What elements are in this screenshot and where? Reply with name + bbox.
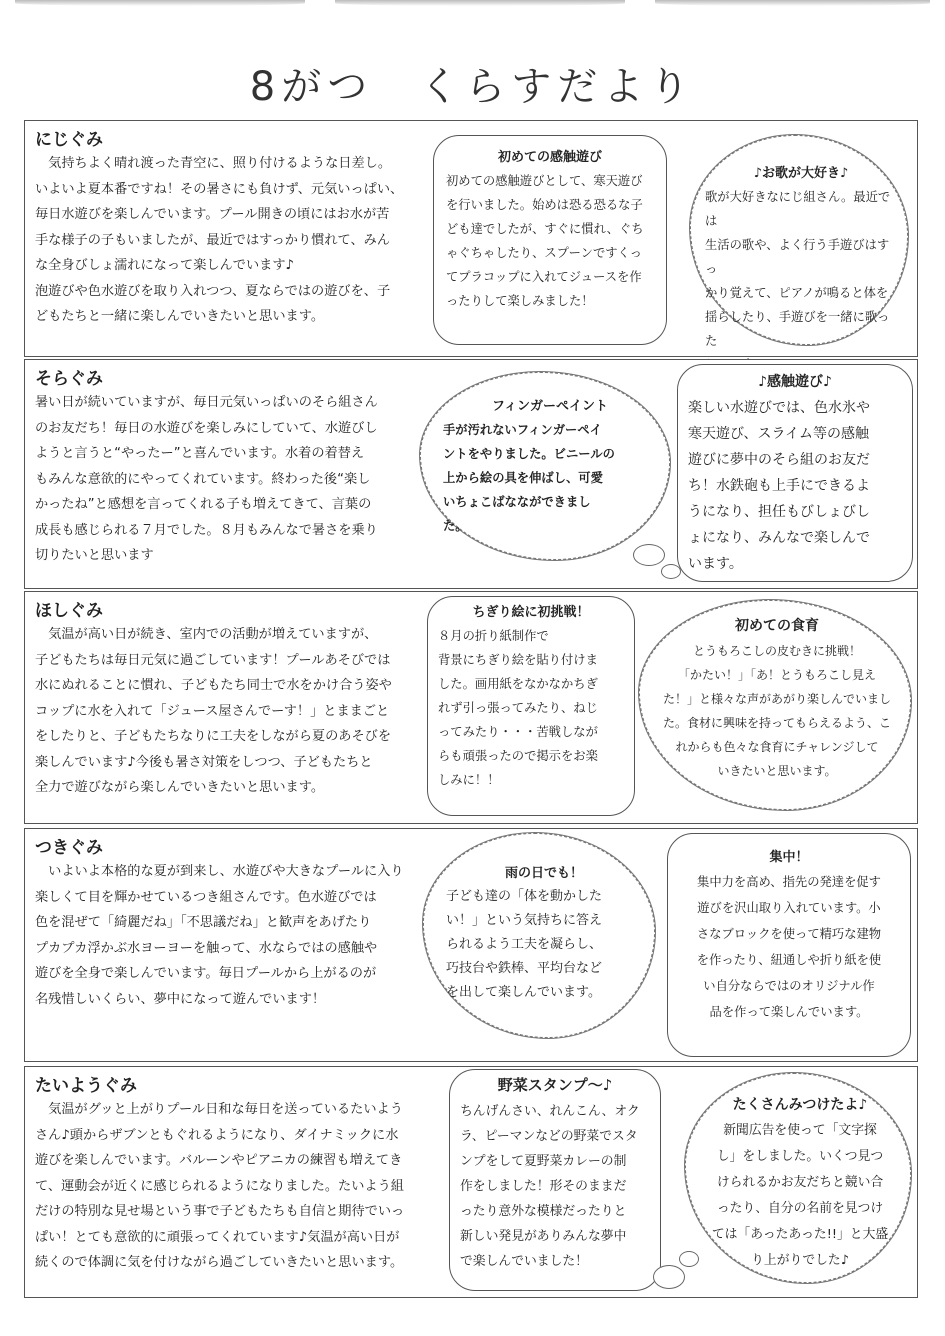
bubble-text: 手が汚れないフィンガーペイ ントをやりました。ビニールの 上から絵の具を伸ばし、可愛 いちょこばななができまし た。 — [443, 423, 615, 533]
bubble-title: 初めての感触遊び — [497, 150, 602, 165]
thought-dot — [661, 564, 681, 579]
section-niji — [24, 120, 918, 357]
bubble-text: 集中力を高め、指先の発達を促す 遊びを沢山取り入れています。小 さなブロックを使って精巧な建物 を作ったり、紐通しや折り紙を使 い自分ならではのオリジナル作 品を作って楽しんでいます。 — [696, 875, 882, 1019]
bubble-right — [667, 833, 911, 1057]
section-body: 気温がグッと上がりプール日和な毎日を送っているたいよう さん♪頭からザブンともぐれるようになり、ダイナミックに水 遊びを楽しんでいます。バルーンやピアニカの練習も増えてき て、運動会が近くに感じられるようになりました。たいよう組 だけの特別な見せ場という事で子どもたちも自信と期待でいっ ぱい！とても意欲的に頑張ってくれています♪気温が高い日が 続くので体調に気を付けながら過ごしていきたいと思います。 — [35, 1102, 405, 1270]
section-hoshi — [24, 591, 918, 824]
thought-dot — [679, 1251, 699, 1267]
section-title: そらぐみ — [35, 369, 103, 389]
bubble-text: 楽しい水遊びでは、色水氷や 寒天遊び、スライム等の感触 遊びに夢中のそら組のお友だ ち！水鉄砲も上手にできるよ うになり、担任もびしょびし ょになり、みんなで楽しんで います。 — [688, 400, 870, 572]
top-decoration-middle — [335, 0, 625, 6]
bubble-text: ちんげんさい、れんこん、オク ラ、ピーマンなどの野菜でスタ ンプをして夏野菜カレーの制 作をしました！形そのままだ ったり意外な模様だったりと 新しい発見がありみんな夢中 で楽しんでいました！ — [460, 1104, 640, 1269]
bubble-text: 子ども達の「体を動かした い！」という気持ちに答え られるよう工夫を凝らし、 巧技台や鉄棒、平均台など を出して楽しんでいます。 — [446, 889, 603, 1000]
section-body: 暑い日が続いていますが、毎日元気いっぱいのそら組さん のお友だち！毎日の水遊びを楽しみにしていて、水遊びし ようと言うと“やったー”と喜んでいます。水着の着替え もみんな意欲的にやってくれています。終わった後“楽し かったね”と感想を言ってくれる子も増えてきて、言葉の 成長も感じられる７月でした。８月もみんなで暑さを乗り 切りたいと思います — [35, 395, 378, 563]
bubble-title: 初めての食育 — [735, 618, 819, 634]
top-decoration-right — [655, 0, 930, 6]
bubble-title: フィンガーペイント — [492, 399, 608, 414]
page-title: 8がつ くらすだより — [249, 64, 696, 110]
bubble-text: 新聞広告を使って「文字探 し」をしました。いくつ見つ けられるかお友だちと競い合 ったり、自分の名前を見つけ ては「あったあった!!」と大盛 り上がりでした♪ — [711, 1123, 889, 1268]
bubble-right — [677, 364, 913, 582]
thought-dot — [633, 544, 665, 566]
bubble-title: ♪感触遊び♪ — [758, 374, 832, 390]
bubble-left — [433, 135, 667, 345]
section-title: ほしぐみ — [35, 601, 103, 621]
section-body: 気持ちよく晴れ渡った青空に、照り付けるような日差し。 いよいよ夏本番ですね！その暑さにも負けず、元気いっぱい、 毎日水遊びを楽しんでいます。プール開きの頃にはお水が苦 手な様子の子もいましたが、最近ではすっかり慣れて、みん な全身びしょ濡れになって楽しんでいます♪ 泡遊びや色水遊びを取り入れつつ、夏ならではの遊びを、子 どもたちと一緒に楽しんでいきたいと思います。 — [35, 156, 404, 324]
bubble-text: とうもろこしの皮むきに挑戦！ 「かたい！」「あ！とうもろこし見え た！」と様々な声があがり楽しんでいまし た。食材に興味を持ってもらえるよう、こ れからも色々な食育にチャレンジして いきたいと思います。 — [662, 644, 891, 778]
bubble-left — [423, 833, 655, 1038]
section-sora — [24, 359, 918, 589]
top-decoration-left — [15, 0, 305, 6]
section-body: いよいよ本格的な夏が到来し、水遊びや大きなプールに入り 楽しくて目を輝かせているつき組さんです。色水遊びでは 色を混ぜて「綺麗だね」「不思議だね」と歓声をあげたり プカプカ浮かぶ水ヨーヨーを触って、水ならではの感触や 遊びを全身で楽しんでいます。毎日プールから上がるのが 名残惜しいくらい、夢中になって遊んでいます！ — [35, 864, 404, 1007]
section-title: にじぐみ — [35, 130, 103, 150]
bubble-right — [690, 135, 908, 348]
section-title: たいようぐみ — [35, 1076, 137, 1096]
bubble-title: ちぎり絵に初挑戦！ — [472, 605, 590, 620]
bubble-left — [420, 372, 670, 560]
bubble-title: ♪お歌が大好き♪ — [753, 166, 849, 181]
section-taiyou — [24, 1066, 918, 1298]
bubble-text: 初めての感触遊びとして、寒天遊び を行いました。始めは恐る恐るな子 ども達でしたが、すぐに慣れ、ぐち ゃぐちゃしたり、スプーンですくっ てプラコップに入れてジュースを作 ったりして楽しみました！ — [446, 174, 644, 308]
bubble-right — [685, 1073, 911, 1283]
bubble-text: 歌が大好きなにじ組さん。最近では 生活の歌や、よく行う手遊びはすっ かり覚えて、ピアノが鳴ると体を 揺らしたり、手遊びを一緒に歌った — [705, 190, 891, 348]
bubble-right — [639, 600, 911, 810]
bubble-left — [427, 596, 635, 816]
section-body: 気温が高い日が続き、室内での活動が増えていますが、 子どもたちは毎日元気に過ごしています！プールあそびでは 水にぬれることに慣れ、子どもたち同士で水をかけ合う姿や コップに水を入れて「ジュース屋さんでーす！」とままごと をしたりと、子どもたちなりに工夫をしながら夏のあそびを 楽しんでいます♪今後も暑さ対策をしつつ、子どもたちと 全力で遊びながら楽しんでいきたいと思います。 — [35, 627, 392, 795]
bubble-title: 野菜スタンプ～♪ — [497, 1076, 613, 1094]
bubble-text: ８月の折り紙制作で 背景にちぎり絵を貼り付けま した。画用紙をなかなかちぎ れず引っ張ってみたり、ねじ ってみたり・・・苦戦しなが らも頑張ったので掲示をお楽 しみに！！ — [438, 629, 598, 787]
bubble-left — [449, 1069, 661, 1291]
thought-dot — [653, 1265, 685, 1289]
bubble-title: 雨の日でも！ — [504, 866, 583, 881]
bubble-title: 集中！ — [769, 850, 809, 865]
bubble-title: たくさんみつけたよ♪ — [732, 1097, 868, 1113]
section-tsuki — [24, 828, 918, 1062]
section-title: つきぐみ — [35, 838, 103, 858]
